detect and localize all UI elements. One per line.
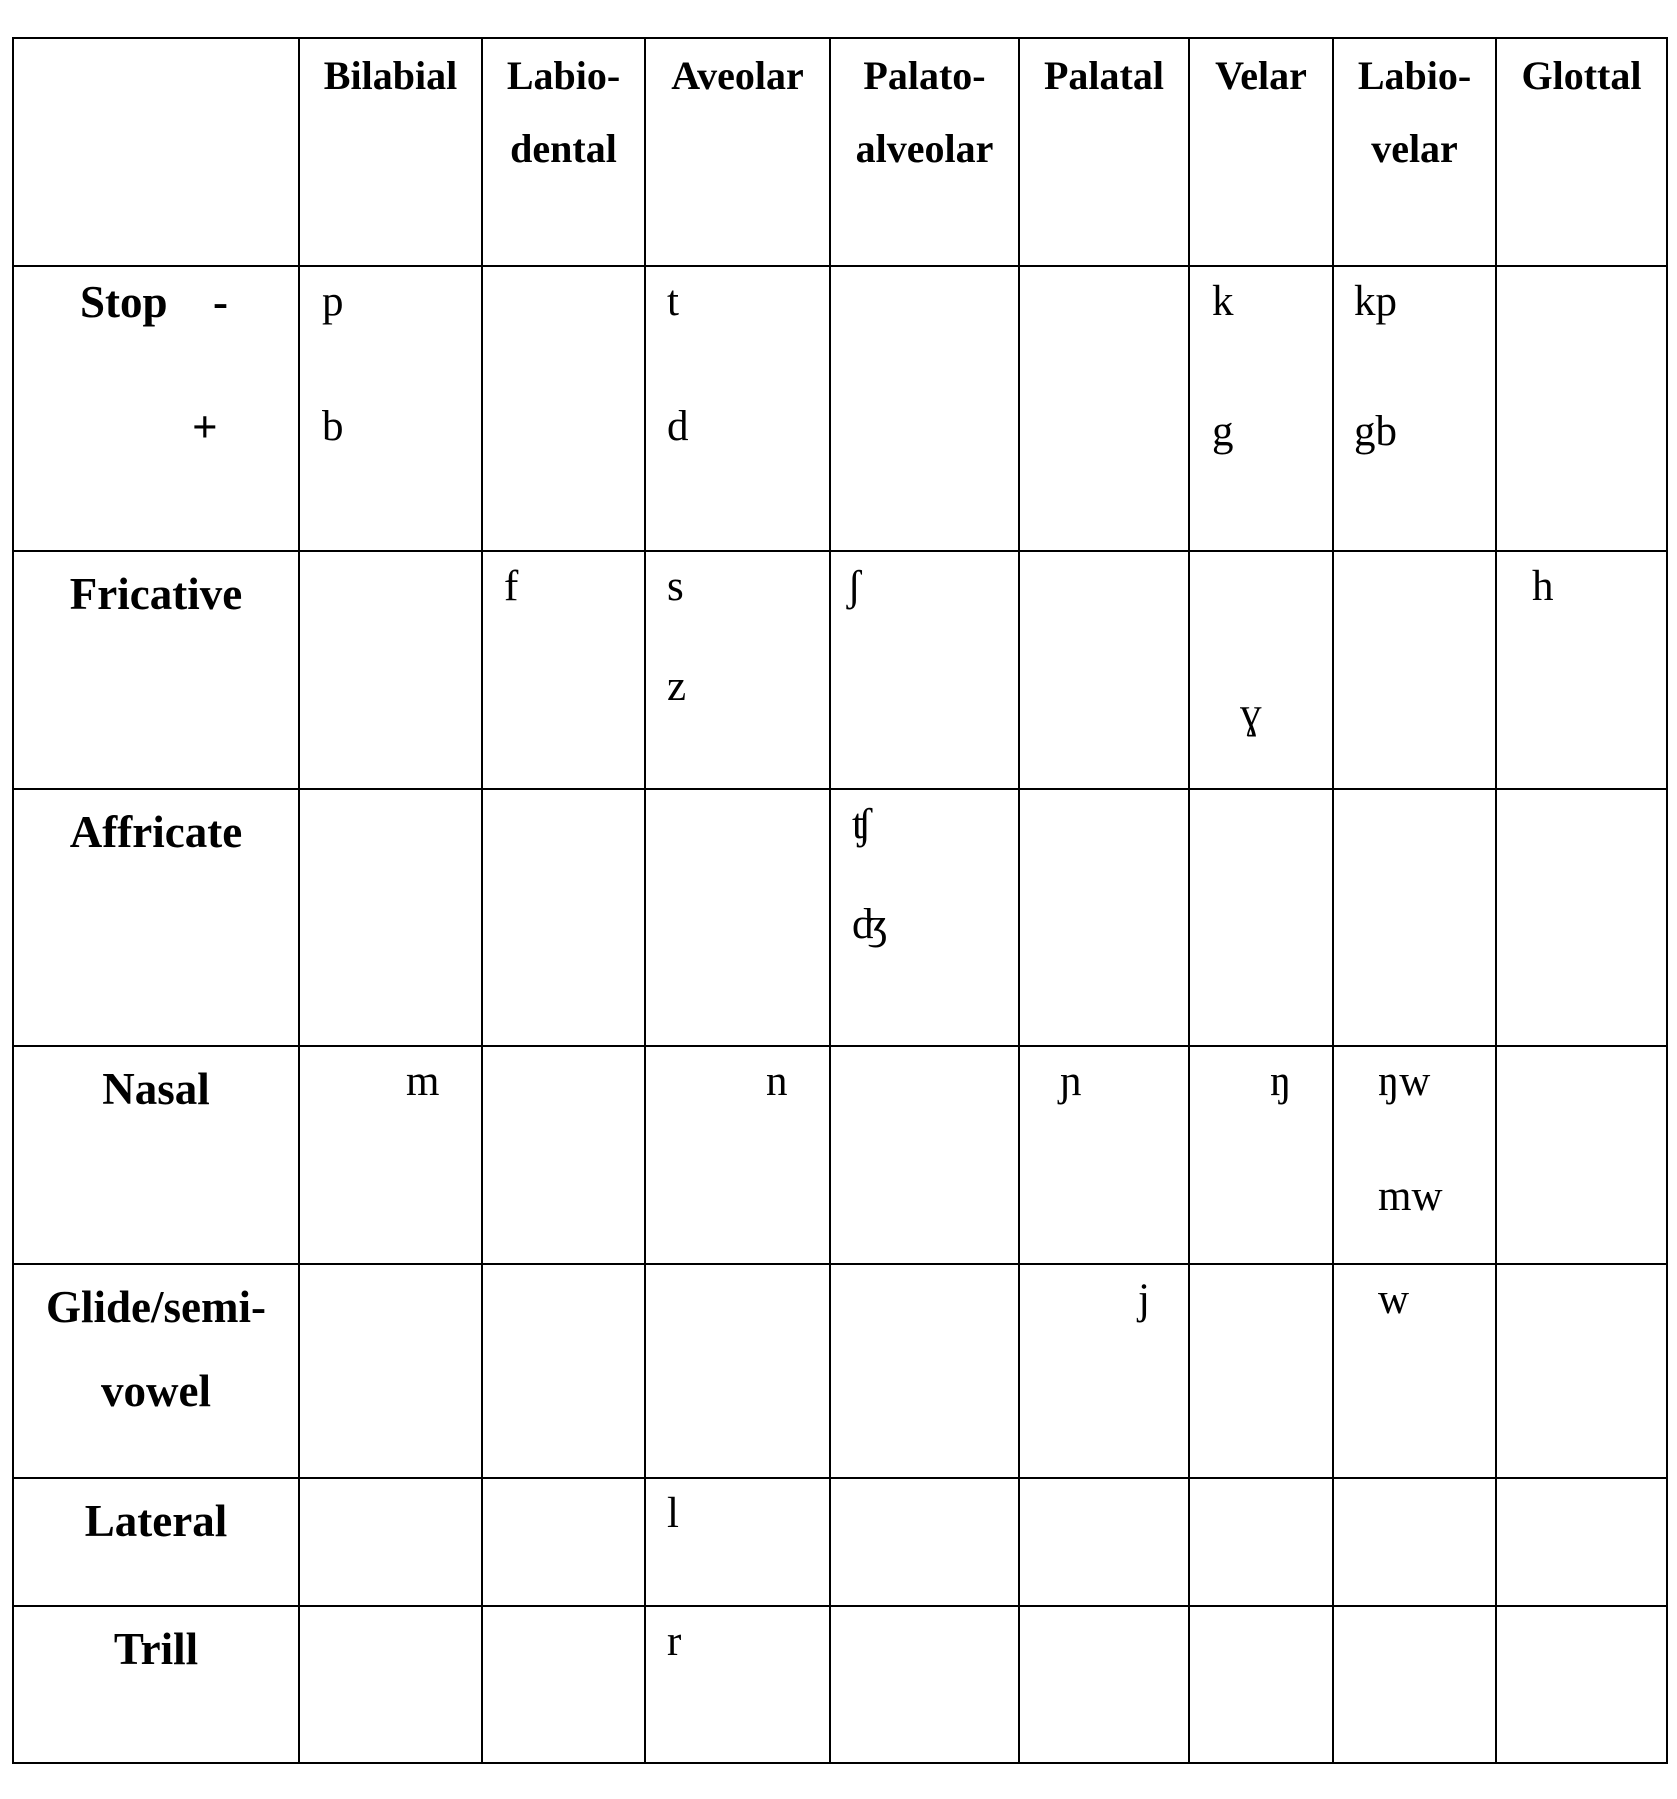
row-stop	[13, 266, 1667, 551]
cell-affricate-glottal	[1496, 789, 1667, 1046]
cell-stop-labiovelar	[1333, 266, 1496, 551]
col-header-palatal-line1: Palatal	[1044, 53, 1164, 98]
corner-cell	[13, 38, 299, 266]
col-header-labiodental-line2: dental	[510, 126, 617, 171]
symbol-m: m	[406, 1058, 440, 1105]
cell-nasal-labiodental	[482, 1046, 645, 1264]
row-glide	[13, 1264, 1667, 1478]
col-header-labiovelar	[1333, 38, 1496, 266]
col-header-labiovelar-line2: velar	[1371, 126, 1458, 171]
row-affricate	[13, 789, 1667, 1046]
symbol-s: s	[667, 563, 684, 610]
cell-affricate-labiodental	[482, 789, 645, 1046]
row-header-nasal-label: Nasal	[102, 1064, 210, 1114]
row-header-lateral-label: Lateral	[84, 1496, 228, 1546]
col-header-aveolar	[645, 38, 830, 266]
cell-trill-palatoalveolar	[830, 1606, 1019, 1763]
symbol-kp: kp	[1354, 278, 1397, 325]
row-header-glide-line2: vowel	[101, 1366, 211, 1416]
cell-stop-palatoalveolar	[830, 266, 1019, 551]
cell-lateral-glottal	[1496, 1478, 1667, 1606]
symbol-w: w	[1378, 1276, 1410, 1323]
cell-glide-aveolar	[645, 1264, 830, 1478]
cell-nasal-palatoalveolar	[830, 1046, 1019, 1264]
cell-lateral-labiovelar	[1333, 1478, 1496, 1606]
cell-trill-labiodental	[482, 1606, 645, 1763]
cell-affricate-palatal	[1019, 789, 1189, 1046]
row-header-lateral	[13, 1478, 299, 1606]
row-header-trill-label: Trill	[113, 1624, 199, 1674]
cell-glide-velar	[1189, 1264, 1333, 1478]
row-header-affricate-label: Affricate	[69, 807, 243, 857]
cell-trill-labiovelar	[1333, 1606, 1496, 1763]
row-header-stop-label: Stop	[80, 277, 168, 327]
cell-affricate-labiovelar	[1333, 789, 1496, 1046]
col-header-labiodental	[482, 38, 645, 266]
cell-stop-velar	[1189, 266, 1333, 551]
symbol-r: r	[667, 1618, 682, 1665]
cell-trill-palatal	[1019, 1606, 1189, 1763]
col-header-labiodental-line1: Labio-	[506, 53, 621, 98]
symbol-k: k	[1212, 278, 1234, 325]
cell-trill-velar	[1189, 1606, 1333, 1763]
cell-fricative-palatal	[1019, 551, 1189, 789]
cell-glide-glottal	[1496, 1264, 1667, 1478]
col-header-bilabial	[299, 38, 482, 266]
symbol-l: l	[667, 1490, 679, 1537]
symbol-palatal-nasal: ɲ	[1060, 1058, 1082, 1105]
col-header-labiovelar-line1: Labio-	[1357, 53, 1472, 98]
symbol-f: f	[504, 563, 519, 610]
row-nasal	[13, 1046, 1667, 1264]
symbol-z: z	[667, 663, 687, 710]
cell-trill-bilabial	[299, 1606, 482, 1763]
col-header-palatoalveolar	[830, 38, 1019, 266]
symbol-d: d	[667, 403, 689, 450]
cell-stop-aveolar	[645, 266, 830, 551]
cell-stop-palatal	[1019, 266, 1189, 551]
col-header-aveolar-line1: Aveolar	[671, 53, 804, 98]
symbol-n: n	[766, 1058, 788, 1105]
cell-affricate-aveolar	[645, 789, 830, 1046]
cell-nasal-bilabial	[299, 1046, 482, 1264]
consonant-chart	[12, 37, 1668, 1764]
cell-nasal-palatal	[1019, 1046, 1189, 1264]
cell-fricative-labiovelar	[1333, 551, 1496, 789]
symbol-mw: mw	[1378, 1173, 1443, 1220]
cell-fricative-labiodental	[482, 551, 645, 789]
cell-stop-labiodental	[482, 266, 645, 551]
cell-glide-bilabial	[299, 1264, 482, 1478]
cell-stop-glottal	[1496, 266, 1667, 551]
symbol-p: p	[322, 278, 344, 325]
cell-affricate-bilabial	[299, 789, 482, 1046]
cell-lateral-velar	[1189, 1478, 1333, 1606]
cell-lateral-palatal	[1019, 1478, 1189, 1606]
row-header-stop-minus: -	[213, 277, 228, 327]
row-header-glide	[13, 1264, 299, 1478]
row-fricative	[13, 551, 1667, 789]
cell-fricative-velar	[1189, 551, 1333, 789]
cell-fricative-glottal	[1496, 551, 1667, 789]
col-header-palatal	[1019, 38, 1189, 266]
row-header-stop-plus: +	[192, 402, 218, 452]
symbol-tesh: ʧ	[852, 801, 872, 848]
col-header-velar-line1: Velar	[1215, 53, 1307, 98]
col-header-glottal	[1496, 38, 1667, 266]
cell-stop-bilabial	[299, 266, 482, 551]
cell-lateral-aveolar	[645, 1478, 830, 1606]
cell-lateral-palatoalveolar	[830, 1478, 1019, 1606]
cell-nasal-velar	[1189, 1046, 1333, 1264]
symbol-t: t	[667, 278, 679, 325]
symbol-esh: ʃ	[847, 563, 862, 610]
row-header-nasal	[13, 1046, 299, 1264]
cell-trill-aveolar	[645, 1606, 830, 1763]
col-header-velar	[1189, 38, 1333, 266]
col-header-palatoalveolar-line1: Palato-	[863, 53, 986, 98]
row-header-affricate	[13, 789, 299, 1046]
row-header-fricative-label: Fricative	[69, 569, 243, 619]
col-header-glottal-line1: Glottal	[1521, 53, 1642, 98]
cell-affricate-velar	[1189, 789, 1333, 1046]
cell-glide-palatal	[1019, 1264, 1189, 1478]
cell-affricate-palatoalveolar	[830, 789, 1019, 1046]
symbol-gb: gb	[1354, 408, 1397, 455]
row-header-glide-line1: Glide/semi-	[46, 1282, 266, 1332]
col-header-palatoalveolar-line2: alveolar	[855, 126, 994, 171]
cell-glide-palatoalveolar	[830, 1264, 1019, 1478]
cell-nasal-glottal	[1496, 1046, 1667, 1264]
symbol-g: g	[1212, 408, 1234, 455]
row-header-stop	[13, 266, 299, 551]
cell-trill-glottal	[1496, 1606, 1667, 1763]
cell-nasal-aveolar	[645, 1046, 830, 1264]
cell-lateral-labiodental	[482, 1478, 645, 1606]
symbol-eng: ŋ	[1270, 1058, 1292, 1105]
cell-fricative-palatoalveolar	[830, 551, 1019, 789]
col-header-bilabial-line1: Bilabial	[323, 53, 458, 98]
cell-fricative-bilabial	[299, 551, 482, 789]
symbol-j: j	[1138, 1276, 1150, 1323]
header-row	[13, 38, 1667, 266]
row-header-fricative	[13, 551, 299, 789]
cell-glide-labiovelar	[1333, 1264, 1496, 1478]
cell-fricative-aveolar	[645, 551, 830, 789]
row-header-trill	[13, 1606, 299, 1763]
cell-nasal-labiovelar	[1333, 1046, 1496, 1264]
cell-lateral-bilabial	[299, 1478, 482, 1606]
symbol-eng-w: ŋw	[1378, 1058, 1431, 1105]
row-lateral	[13, 1478, 1667, 1606]
symbol-gamma: ɣ	[1240, 690, 1262, 737]
symbol-h: h	[1532, 563, 1554, 610]
row-trill	[13, 1606, 1667, 1763]
cell-glide-labiodental	[482, 1264, 645, 1478]
symbol-dezh: ʤ	[852, 901, 889, 948]
symbol-b: b	[322, 403, 344, 450]
